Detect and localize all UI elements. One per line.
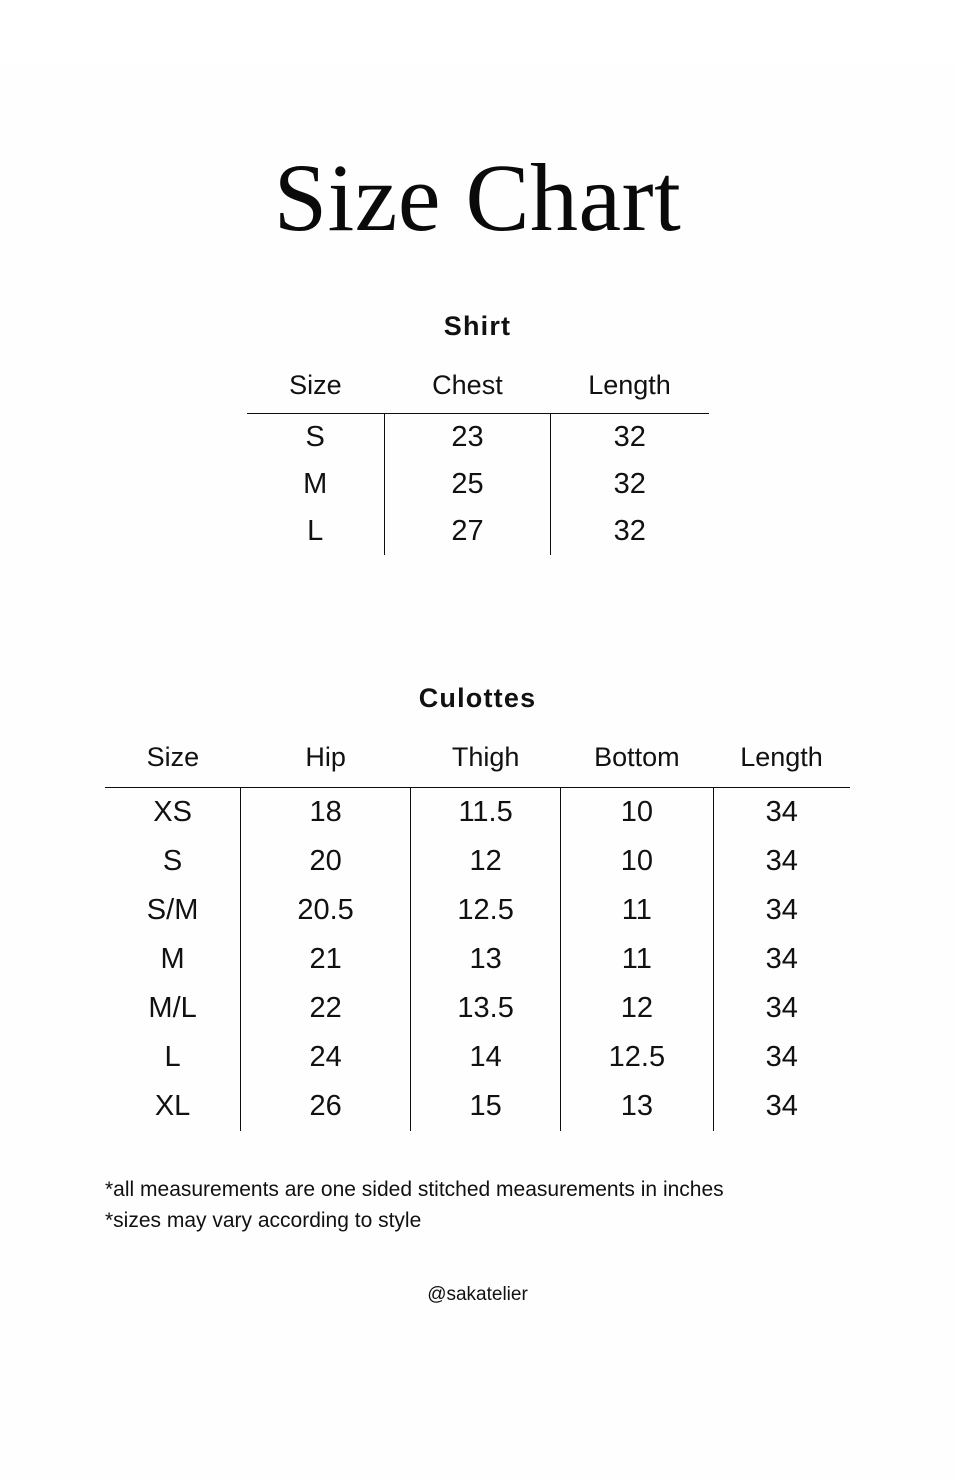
cell-length: 34 [713,1082,850,1131]
shirt-section-heading: Shirt [443,310,512,341]
cell-size: S/M [146,894,199,927]
cell-length: 32 [551,461,709,508]
table-row [105,837,850,886]
size-chart-page [0,64,955,1480]
cell-bottom: 12 [561,984,713,1033]
cell-size: M [160,943,185,976]
cell-hip: 22 [241,984,411,1033]
column-header-length: Length [551,364,709,414]
column-header-chest: Chest [384,364,550,414]
cell-thigh: 12 [411,837,561,886]
column-header-thigh: Thigh [411,736,561,788]
cell-length: 34 [713,1033,850,1082]
cell-length: 32 [551,508,709,555]
cell-chest: 27 [384,508,550,555]
cell-size: S [162,845,183,878]
cell-length: 34 [713,984,850,1033]
cell-hip: 20.5 [241,886,411,935]
footnote-sizes: *sizes may vary according to style [105,1208,422,1232]
page-title: Size Chart [273,144,682,252]
footnote-measurements: *all measurements are one sided stitched measurements in inches [105,1178,724,1202]
column-header-size: Size [247,364,385,414]
cell-size: M [303,468,328,501]
cell-bottom: 11 [561,935,713,984]
cell-chest: 25 [384,461,550,508]
cell-bottom: 10 [561,788,713,838]
cell-size: S [305,421,325,454]
culottes-size-table [105,736,850,1131]
cell-thigh: 15 [411,1082,561,1131]
cell-bottom: 11 [561,886,713,935]
table-header-row [105,736,850,788]
table-row [247,461,709,508]
cell-thigh: 11.5 [411,788,561,838]
cell-hip: 24 [241,1033,411,1082]
column-header-length: Length [713,736,850,788]
cell-length: 34 [713,935,850,984]
table-row [105,935,850,984]
cell-hip: 18 [241,788,411,838]
brand-handle: @sakatelier [427,1284,528,1306]
table-header-row [247,364,709,414]
cell-thigh: 13 [411,935,561,984]
table-row [247,508,709,555]
cell-chest: 23 [384,414,550,462]
column-header-size: Size [105,736,241,788]
table-row [105,1082,850,1131]
table-row [105,788,850,838]
cell-bottom: 10 [561,837,713,886]
table-row [247,414,709,462]
cell-length: 34 [713,837,850,886]
cell-hip: 20 [241,837,411,886]
table-row [105,1033,850,1082]
table-row [105,984,850,1033]
cell-thigh: 14 [411,1033,561,1082]
cell-bottom: 13 [561,1082,713,1131]
cell-bottom: 12.5 [561,1033,713,1082]
cell-size: L [164,1041,181,1074]
cell-hip: 26 [241,1082,411,1131]
footnotes [105,1175,955,1236]
cell-size: XS [153,796,192,829]
cell-size: M/L [148,992,197,1025]
cell-size: XL [154,1090,191,1123]
culottes-section-heading: Culottes [418,683,537,714]
cell-length: 34 [713,788,850,838]
cell-thigh: 12.5 [411,886,561,935]
cell-hip: 21 [241,935,411,984]
column-header-bottom: Bottom [561,736,713,788]
cell-size: L [307,515,324,548]
column-header-hip: Hip [241,736,411,788]
shirt-size-table [247,364,709,555]
table-row [105,886,850,935]
cell-length: 34 [713,886,850,935]
cell-thigh: 13.5 [411,984,561,1033]
cell-length: 32 [551,414,709,462]
